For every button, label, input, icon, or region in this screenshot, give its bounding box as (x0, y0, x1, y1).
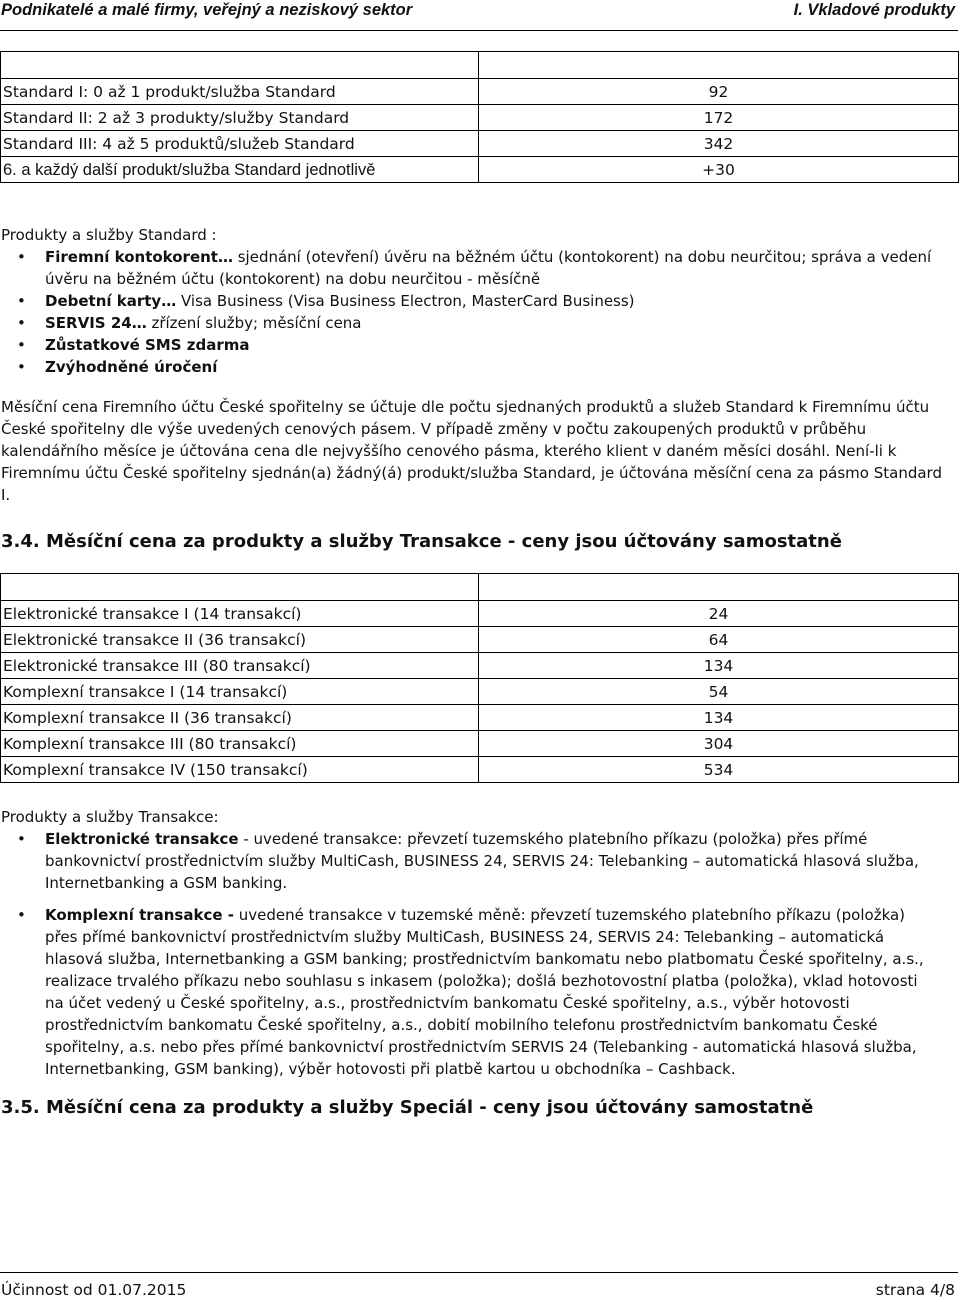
item-label: Debetní karty… (45, 292, 177, 310)
section-title: Měsíční cena za produkty a služby Transakce - ceny jsou účtovány samostatně (46, 531, 842, 552)
table-row (1, 79, 959, 105)
header-rule (0, 30, 958, 31)
table-row (1, 157, 959, 183)
item-label: Elektronické transakce (45, 830, 239, 848)
standard-price-table (0, 51, 959, 183)
row-label: Standard III: 4 až 5 produktů/služeb Standard (1, 131, 479, 157)
row-value: 134 (479, 705, 959, 731)
section-heading-3-5 (1, 1096, 813, 1120)
row-label: Komplexní transakce III (80 transakcí) (1, 731, 479, 757)
standard-products-list (0, 246, 945, 378)
item-label: Firemní kontokorent… (45, 248, 233, 266)
section-heading-3-4 (1, 530, 842, 554)
item-text: zřízení služby; měsíční cena (146, 314, 362, 332)
row-value: 342 (479, 131, 959, 157)
row-label: Komplexní transakce I (14 transakcí) (1, 679, 479, 705)
item-label: Zůstatkové SMS zdarma (45, 336, 250, 354)
table-row (1, 679, 959, 705)
row-label: Elektronické transakce II (36 transakcí) (1, 627, 479, 653)
table-header-row (1, 574, 959, 601)
section-number: 3.5. (1, 1097, 40, 1118)
table-header-row (1, 52, 959, 79)
table-row (1, 731, 959, 757)
item-text: sjednání (otevření) úvěru na běžném účtu (kontokorent) na dobu neurčitou; správa a vedení úvěru na běžném účtu (kontokorent) na dobu neurčitou - měsíčně (45, 248, 932, 288)
list-item (0, 334, 945, 356)
list-item (0, 246, 945, 290)
section-number: 3.4. (1, 531, 40, 552)
row-label: Elektronické transakce III (80 transakcí) (1, 653, 479, 679)
table-row (1, 131, 959, 157)
item-text: Visa Business (Visa Business Electron, MasterCard Business) (176, 292, 635, 310)
item-label: Zvýhodněné úročení (45, 358, 218, 376)
list-item (0, 828, 940, 894)
transaction-products-heading: Produkty a služby Transakce: (1, 808, 219, 826)
list-item (0, 290, 945, 312)
footer-effective-date: Účinnost od 01.07.2015 (1, 1281, 187, 1299)
list-item (0, 904, 940, 1080)
item-label: SERVIS 24… (45, 314, 147, 332)
list-item (0, 312, 945, 334)
row-value: 24 (479, 601, 959, 627)
list-item (0, 356, 945, 378)
standard-pricing-paragraph: Měsíční cena Firemního účtu České spořitelny se účtuje dle počtu sjednaných produktů a služeb Standard k Firemnímu účtu České spořitelny dle výše uvedených cenových pásem. V případě změny v počtu zakoupených produktů v průběhu kalendářního měsíce je účtována cena dle nejvyššího cenového pásma, kterého klient v daném měsíci dosáhl. Není-li k Firemnímu účtu České spořitelny sjednán(a) žádný(á) produkt/služba Standard, je účtována měsíční cena za pásmo Standard I. (1, 398, 942, 504)
row-label: Komplexní transakce IV (150 transakcí) (1, 757, 479, 783)
table-row (1, 627, 959, 653)
table-row (1, 105, 959, 131)
transaction-price-table (0, 573, 959, 783)
row-value: 54 (479, 679, 959, 705)
footer-page-number: strana 4/8 (875, 1281, 955, 1299)
row-label: Elektronické transakce I (14 transakcí) (1, 601, 479, 627)
row-label: Standard I: 0 až 1 produkt/služba Standard (1, 79, 479, 105)
item-text: uvedené transakce v tuzemské měně: převzetí tuzemského platebního příkazu (položka) přes přímé bankovnictví prostřednictvím služby MultiCash, BUSINESS 24, SERVIS 24: Telebanking – automatická hlasová služba, Internetbanking a GSM banking; prostřednictvím bankomatu nebo platbomatu České spořitelny, a.s., realizace trvalého příkazu nebo souhlasu s inkasem (položka); došlá bezhotovostní platba (položka), vklad hotovosti na účet vedený u České spořitelny, a.s., prostřednictvím bankomatu České spořitelny, a.s., výběr hotovosti prostřednictvím bankomatu České spořitelny, a.s., dobití mobilního telefonu prostřednictvím bankomatu České spořitelny, a.s. nebo přes přímé bankovnictví prostřednictvím SERVIS 24 (Telebanking - automatická hlasová služba, Internetbanking, GSM banking), výběr hotovosti při platbě kartou u obchodníka – Cashback. (45, 906, 924, 1078)
row-value: 304 (479, 731, 959, 757)
row-value: 92 (479, 79, 959, 105)
footer-rule (0, 1272, 958, 1273)
item-text: - uvedené transakce: převzetí tuzemského platebního příkazu (položka) přes přímé bankovnictví prostřednictvím služby MultiCash, BUSINESS 24, SERVIS 24: Telebanking – automatická hlasová služba, Internetbanking a GSM banking. (45, 830, 919, 892)
table-row (1, 705, 959, 731)
row-label: 6. a každý další produkt/služba Standard jednotlivě (1, 157, 479, 183)
transaction-products-list (0, 828, 940, 1080)
table-row (1, 653, 959, 679)
row-label: Komplexní transakce II (36 transakcí) (1, 705, 479, 731)
row-value: 534 (479, 757, 959, 783)
row-value: 172 (479, 105, 959, 131)
row-value: 134 (479, 653, 959, 679)
row-value: 64 (479, 627, 959, 653)
row-value: +30 (479, 157, 959, 183)
table-row (1, 601, 959, 627)
section-title: Měsíční cena za produkty a služby Speciál - ceny jsou účtovány samostatně (46, 1097, 814, 1118)
item-label: Komplexní transakce - (45, 906, 234, 924)
table-row (1, 757, 959, 783)
row-label: Standard II: 2 až 3 produkty/služby Standard (1, 105, 479, 131)
standard-products-heading: Produkty a služby Standard : (1, 226, 217, 244)
header-right-title: I. Vkladové produkty (793, 1, 955, 19)
header-left-title: Podnikatelé a malé firmy, veřejný a neziskový sektor (1, 1, 413, 19)
